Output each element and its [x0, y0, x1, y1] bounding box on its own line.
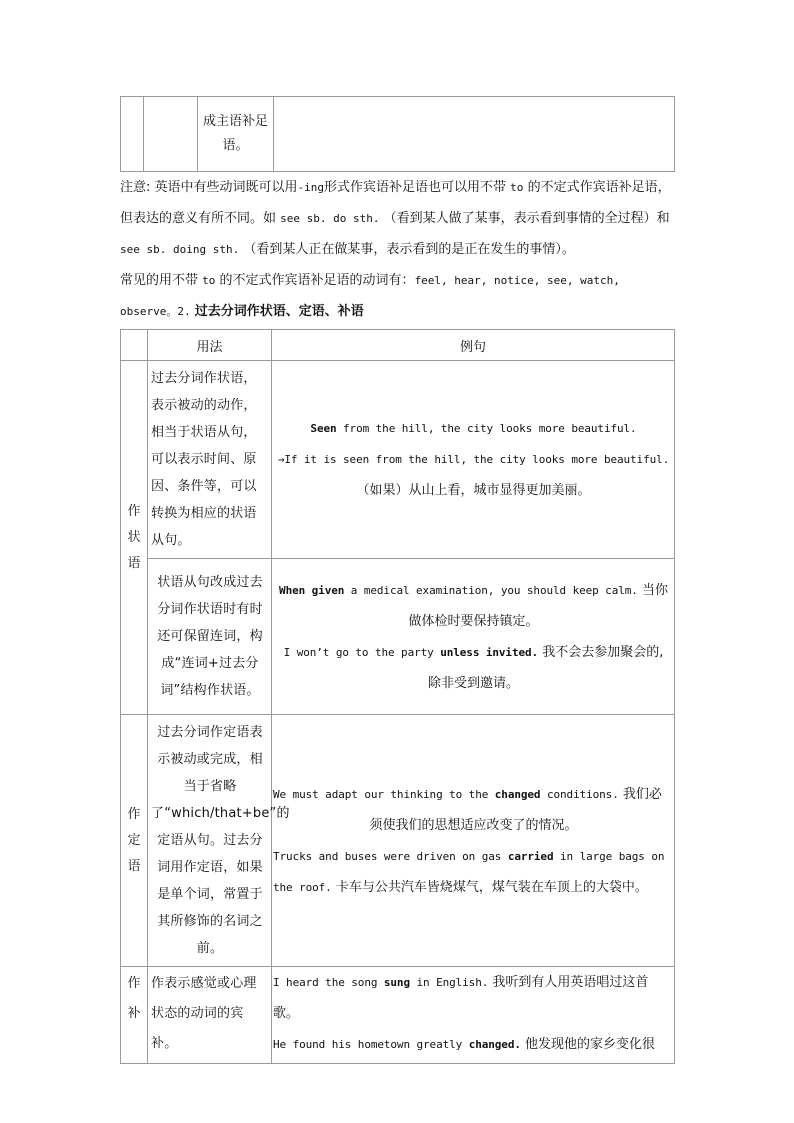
section-number: 2.: [177, 305, 191, 318]
table-row: [121, 715, 675, 967]
note-term: to: [510, 181, 524, 194]
table-cell-empty: [121, 97, 144, 172]
note-example: see sb. doing sth.: [120, 243, 240, 256]
example-cell: [272, 967, 675, 1064]
example-line: Trucks and buses were driven on gas carried in large bags on: [273, 849, 665, 863]
note-paragraph: [120, 172, 676, 327]
example-cell: [272, 715, 675, 967]
usage-cell: 作表示感觉或心理状态的动词的宾补。: [148, 967, 272, 1064]
example-line: He found his hometown greatly changed. 他发现他的家乡变化很: [273, 1037, 656, 1052]
usage-cell: 过去分词作定语表示被动或完成，相当于省略了“which/that+be”的定语从句。过去分词用作定语，如果是单个词，常置于其所修饰的名词之前。: [148, 715, 272, 967]
verb-list: feel, hear, notice, see, watch, observe。: [120, 274, 620, 318]
note-example: see sb. do sth.: [280, 212, 380, 225]
note-text: 注意: 英语中有些动词既可以用: [120, 180, 298, 195]
table-row: [121, 361, 675, 559]
document-page: [120, 96, 674, 1064]
example-line: Seen from the hill, the city looks more beautiful.: [310, 422, 637, 435]
header-example: 例句: [272, 330, 675, 361]
category-adverbial: 作状语: [121, 361, 148, 715]
example-line: the roof. 卡车与公共汽车皆烧煤气，煤气装在车顶上的大袋中。: [273, 879, 648, 895]
note-text: 常见的用不带: [120, 273, 199, 288]
usage-cell: 过去分词作状语，表示被动的动作，相当于状语从句，可以表示时间、原因、条件等，可以转换为相应的状语从句。: [148, 361, 272, 559]
table-cell-empty: [274, 97, 675, 172]
note-term: -ing: [297, 181, 325, 194]
note-text: （看到某人正在做某事，表示看到的是正在发生的事情）。: [243, 242, 575, 257]
example-line: I heard the song sung in English. 我听到有人用英语唱过这首歌。: [273, 975, 649, 1021]
note-text: 形式作宾语补足语也可以用不带: [324, 180, 507, 195]
continued-table: [120, 96, 675, 172]
example-cell: [272, 559, 675, 715]
note-text: 的不定式作宾语补足语的动词有：: [219, 273, 415, 288]
example-line: →If it is seen from the hill, the city looks more beautiful.: [277, 453, 670, 466]
example-line: We must adapt our thinking to the changed conditions. 我们必: [273, 786, 662, 802]
section-heading: 过去分词作状语、定语、补语: [194, 304, 364, 319]
note-text: （看到某人做了某事，表示看到事情的全过程）和: [383, 211, 670, 226]
note-term: to: [202, 274, 216, 287]
table-cell-empty: [144, 97, 198, 172]
table-row: [121, 559, 675, 715]
table-cell-text: 成主语补足语。: [198, 97, 274, 172]
example-line: I won’t go to the party unless invited. 我不会去参加聚会的,: [283, 644, 664, 660]
table-header-empty: [121, 330, 148, 361]
example-cell: [272, 361, 675, 559]
example-line: When given a medical examination, you should keep calm. 当你: [279, 582, 668, 598]
note-text: 的不定式作宾语补足语，但表达的意义有所不同。如: [120, 180, 671, 226]
table-header-row: [121, 330, 675, 361]
category-complement: 作补: [121, 967, 148, 1064]
header-usage: 用法: [148, 330, 272, 361]
usage-cell: 状语从句改成过去分词作状语时有时还可保留连词，构成“连词+过去分词”结构作状语。: [148, 559, 272, 715]
category-attributive: 作定语: [121, 715, 148, 967]
grammar-table: [120, 329, 675, 1064]
example-translation: 除非受到邀请。: [427, 675, 519, 691]
example-translation: 须使我们的思想适应改变了的情况。: [369, 817, 578, 833]
example-translation: （如果）从山上看，城市显得更加美丽。: [356, 483, 591, 498]
example-translation: 做体检时要保持镇定。: [408, 613, 539, 629]
table-row: [121, 967, 675, 1064]
